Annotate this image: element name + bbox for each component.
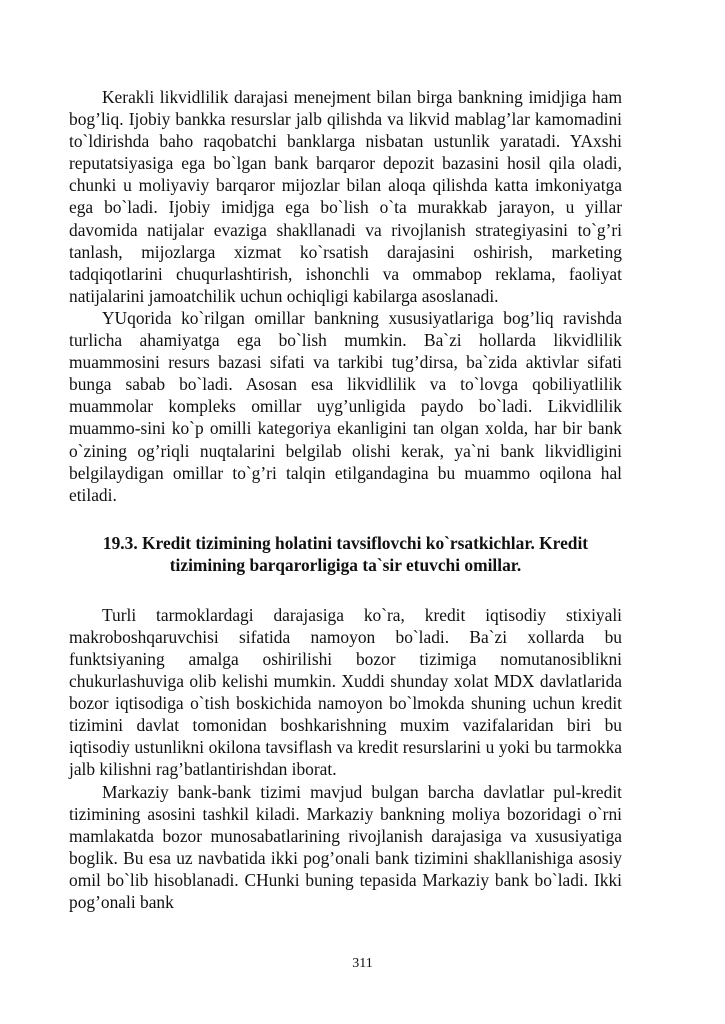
page-body [69, 86, 622, 913]
paragraph-liquidity-image: Kerakli likvidlilik darajasi menejment bilan birga bankning imidjiga ham bog’liq. Ijobiy bankka resurslar jalb qilishda va likvid mablag’lar kamomadini to`ldirishda baho raqobatchi banklarga nisbatan ustunlik yaratadi. YAxshi reputatsiyasiga ega bo`lgan bank barqaror depozit bazasini hosil qila oladi, chunki u moliyaviy barqaror mijozlar bilan aloqa qilishda katta imkoniyatga ega bo`ladi. Ijobiy imidjga ega bo`lish o`ta murakkab jarayon, u yillar davomida natijalar evaziga shakllanadi va rivojlanish strategiyasini to`g’ri tanlash, mijozlarga xizmat ko`rsatish darajasini oshirish, marketing tadqiqotlarini chuqurlashtirish, ishonchli va ommabop reklama, faoliyat natijalarini jamoatchilik uchun ochiqligi kabilarga asoslanadi. [69, 87, 622, 306]
section-heading: 19.3. Kredit tizimining holatini tavsiflovchi ko`rsatkichlar. Kredit tizimining barqarorligiga ta`sir etuvchi omillar. [102, 532, 589, 575]
paragraph-central-bank: Markaziy bank-bank tizimi mavjud bulgan barcha davlatlar pul-kredit tizimining asosini tashkil kiladi. Markaziy bankning moliya bozoridagi o`rni mamlakatda bozor munosabatlarining rivojlanish darajasiga va xususiyatiga boglik. Bu esa uz navbatida ikki pog’onali bank tizimini shakllanishiga asosiy omil bo`lib hisoblanadi. CHunki buning tepasida Markaziy bank bo`ladi. Ikki pog’onali bank [69, 781, 622, 912]
paragraph-credit-regulation: Turli tarmoklardagi darajasiga ko`ra, kredit iqtisodiy stixiyali makroboshqaruvchisi sifatida namoyon bo`ladi. Ba`zi xollarda bu funktsiyaning amalga oshirilishi bozor tizimiga nomutanosiblikni chukurlashuviga olib kelishi mumkin. Xuddi shunday xolat MDX davlatlarida bozor iqtisodiga o`tish boskichida namoyon bo`lmokda shuning uchun kredit tizimini davlat tomonidan boshkarishning muxim vazifalaridan biri bu iqtisodiy ustunlikni okilona tavsiflash va kredit resurslarini u yoki bu tarmokka jalb kilishni rag’batlantirishdan iborat. [69, 604, 622, 780]
paragraph-liquidity-factors: YUqorida ko`rilgan omillar bankning xususiyatlariga bog’liq ravishda turlicha ahamiyatga ega bo`lish mumkin. Ba`zi hollarda likvidlilik muammosini resurs bazasi sifati va tarkibi tug’dirsa, ba`zida aktivlar sifati bunga sabab bo`ladi. Asosan esa likvidlilik va to`lovga qobiliyatlilik muammolar kompleks omillar uyg’unligida paydo bo`ladi. Likvidlilik muammo-sini ko`p omilli kategoriya ekanligini tan olgan xolda, har bir bank o`zining og’riqli nuqtalarini belgilab olishi kerak, ya`ni bank likvidligini belgilaydigan omillar to`g’ri talqin etilgandagina bu muammo oqilona hal etiladi. [69, 307, 622, 505]
page-number: 311 [352, 956, 373, 971]
